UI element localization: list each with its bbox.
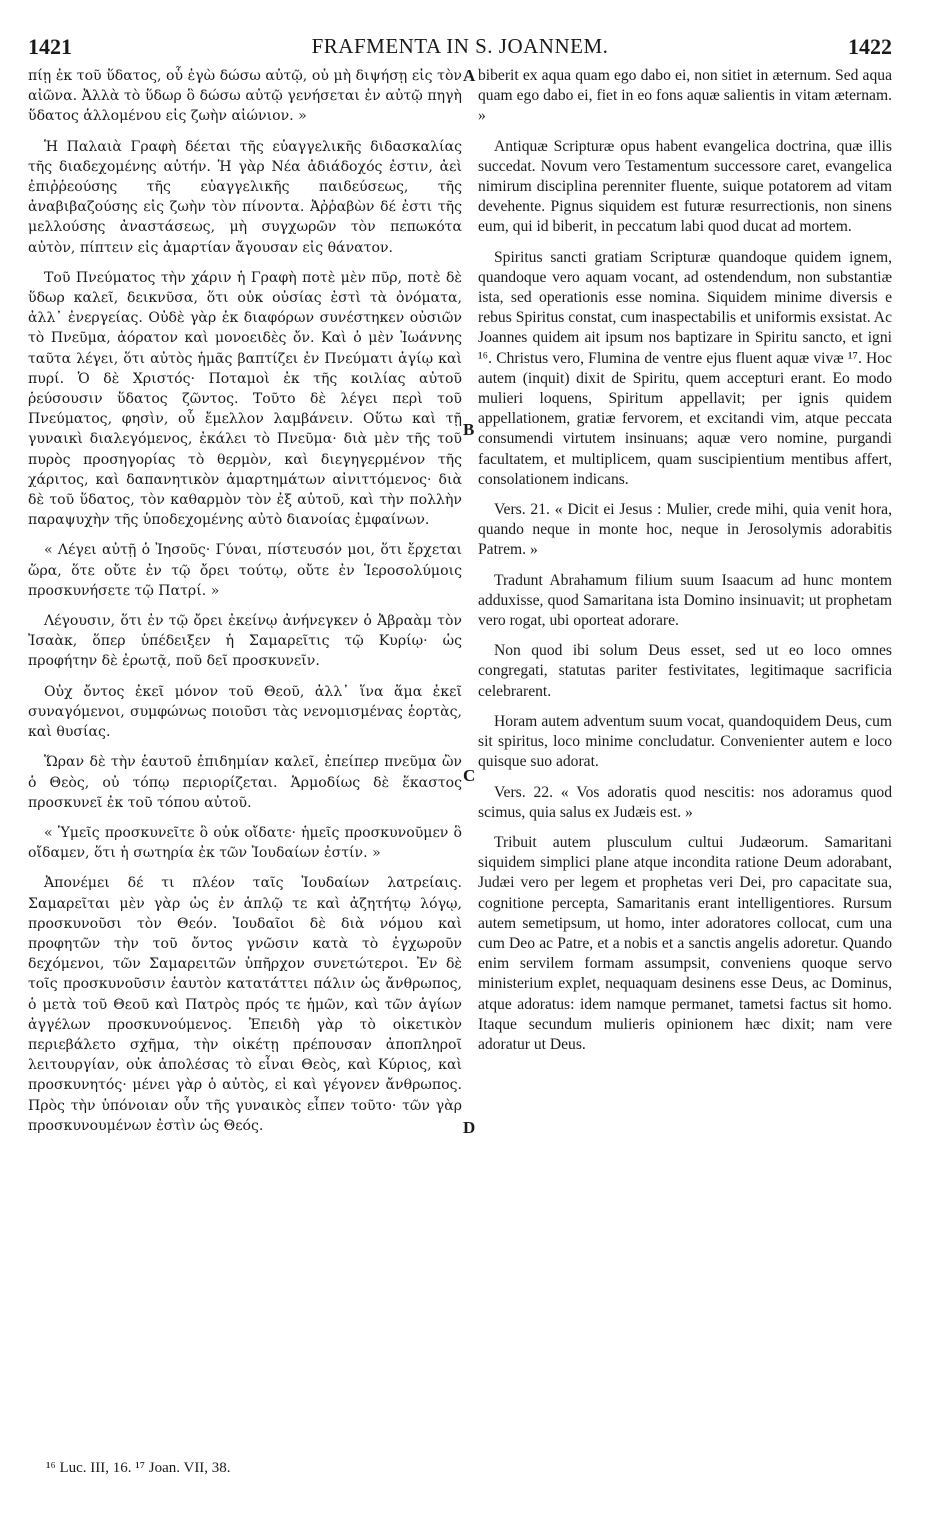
greek-paragraph: Οὐχ ὄντος ἐκεῖ μόνον τοῦ Θεοῦ, ἀλλ᾿ ἵνα ἅμα ἐκεῖ συναγόμενοι, συμφώνως ποιοῦσι τὰς νενομισμένας ἑορτὰς, καὶ θυσίας. [28, 683, 462, 741]
greek-paragraph: Ἡ Παλαιὰ Γραφὴ δέεται τῆς εὐαγγελικῆς διδασκαλίας τῆς διαδεχομένης αὐτήν. Ἡ γὰρ Νέα ἀδιάδοχός ἐστιν, ἀεὶ ἐπιῤῥεούσης τῆς εὐαγγελικῆς παιδεύσεως, τῆς ἀναβιβαζούσης εἰς ζωὴν τὸν πίνοντα. Ἀῤῥαβὼν δέ ἐστι τῆς μελλούσης ἀναστάσεως, μὴ συγχωρῶν τὸν πεπωκότα αὐτὸν, πίπτειν εἰς ἁμαρτίαν ἄγουσαν εἰς θάνατον. [28, 138, 462, 256]
footnote: ¹⁶ Luc. III, 16. ¹⁷ Joan. VII, 38. [46, 1460, 231, 1476]
margin-marker-a: A [463, 66, 476, 85]
greek-paragraph: Ὥραν δὲ τὴν ἑαυτοῦ ἐπιδημίαν καλεῖ, ἐπείπερ πνεῦμα ὢν ὁ Θεὸς, οὐ τόπῳ περιορίζεται. Ἁρμοδίως δὲ ἕκαστος προσκυνεῖ ἐκ τοῦ τόπου αὐτοῦ. [28, 754, 462, 811]
page-header [28, 34, 892, 64]
latin-paragraph: Spiritus sancti gratiam Scripturæ quandoque quidem ignem, quandoque vero aquam vocant, ad ostendendum, non substantiæ ista, sed operationis esse nomina. Siquidem minime diversis e rebus Spiritus constat, cum inaspectabilis et uniformis exsistat. Ac Joannes quidem ait ipsum nos baptizare in Spiritu sancto, et igni ¹⁶. Christus vero, Flumina de ventre ejus fluent aquæ vivæ ¹⁷. Hoc autem (inquit) dixit de Spiritu, quem accepturi erant. Eo modo mulieri loquens, Spiritum appellavit; per ignis quidem appellationem, gratiæ fervorem, et excitandi vim, atque peccata consumendi virtutem insinuans; aquæ vero nomine, purgandi facultatem, et multiplicem, quam suscipientium mentibus affert, consolationem indicans. [478, 248, 892, 488]
margin-marker-d: D [463, 1118, 476, 1137]
greek-paragraph: Λέγουσιν, ὅτι ἐν τῷ ὄρει ἐκείνῳ ἀνήνεγκεν ὁ Ἀβραὰμ τὸν Ἰσαὰκ, ὅπερ ὑπέδειξεν ἡ Σαμαρεῖτις τῷ Κυρίῳ· ὡς προφήτην δὲ ἐρωτᾷ, ποῦ δεῖ προσκυνεῖν. [28, 613, 462, 670]
page-number-right: 1422 [848, 34, 892, 59]
running-title: FRAFMENTA IN S. JOANNEM. [311, 34, 609, 58]
latin-paragraph: Vers. 21. « Dicit ei Jesus : Mulier, crede mihi, quia venit hora, quando neque in monte hoc, neque in Jerosolymis adorabitis Patrem. » [478, 501, 892, 559]
greek-paragraph: « Ὑμεῖς προσκυνεῖτε ὃ οὐκ οἴδατε· ἡμεῖς προσκυνοῦμεν ὃ οἴδαμεν, ὅτι ἡ σωτηρία ἐκ τῶν Ἰουδαίων ἐστίν. » [28, 824, 462, 862]
greek-paragraph: Τοῦ Πνεύματος τὴν χάριν ἡ Γραφὴ ποτὲ μὲν πῦρ, ποτὲ δὲ ὕδωρ καλεῖ, δεικνῦσα, ὅτι οὐκ οὐσίας ἐστὶ τὰ ὀνόματα, ἀλλ᾿ ἐνεργείας. Οὐδὲ γὰρ ἐκ διαφόρων συνέστηκεν οὐσιῶν τὸ Πνεῦμα, ἀόρατον καὶ μονοειδὲς ὄν. Καὶ ὁ μὲν Ἰωάννης ταῦτα λέγει, ὅτι αὐτὸς ἡμᾶς βαπτίζει ἐν Πνεύματι ἁγίῳ καὶ πυρί. Ὁ δὲ Χριστός· Ποταμοὶ ἐκ τῆς κοιλίας αὐτοῦ ῥεύσουσιν ὕδατος ζῶντος. Τοῦτο δὲ λέγει περὶ τοῦ Πνεύματος, φησὶν, οὗ ἔμελλον λαμβάνειν. Οὕτω καὶ τῇ γυναικὶ διαλεγόμενος, ἐκάλει τὸ Πνεῦμα· διὰ μὲν τῆς τοῦ πυρὸς προσηγορίας τὸ θερμὸν, καὶ διεγηγερμένον τῆς χάριτος, καὶ δαπανητικὸν ἁμαρτημάτων αἰνιττόμενος· διὰ δὲ τοῦ ὕδατος, τὸν καθαρμὸν τὸν ἐξ αὐτοῦ, καὶ τὴν πολλὴν παραψυχὴν τῆς ὑποδεχομένης αὐτὸ διανοίας ἐμφαίνων. [28, 269, 462, 529]
greek-paragraph: « Λέγει αὐτῇ ὁ Ἰησοῦς· Γύναι, πίστευσόν μοι, ὅτι ἔρχεται ὥρα, ὅτε οὔτε ἐν τῷ ὄρει τούτῳ, οὔτε ἐν Ἱεροσολύμοις προσκυνήσετε τῷ Πατρί. » [28, 542, 462, 599]
latin-paragraph: biberit ex aqua quam ego dabo ei, non sitiet in æternum. Sed aqua quam ego dabo ei, fiet in eo fons aquæ salientis in vitam æternam. » [478, 67, 892, 125]
greek-paragraph: πίῃ ἐκ τοῦ ὕδατος, οὗ ἐγὼ δώσω αὐτῷ, οὐ μὴ διψήσῃ εἰς τὸν αἰῶνα. Ἀλλὰ τὸ ὕδωρ ὃ δώσω αὐτῷ γενήσεται ἐν αὐτῷ πηγὴ ὕδατος ἁλλομένου εἰς ζωὴν αἰώνιον. » [28, 68, 462, 125]
greek-paragraph: Ἀπονέμει δέ τι πλέον ταῖς Ἰουδαίων λατρείαις. Σαμαρεῖται μὲν γὰρ ὡς ἐν ἁπλῷ τε καὶ ἀζητήτῳ λόγῳ, προσκυνοῦσι τὸν Θεόν. Ἰουδαῖοι δὲ διὰ νόμου καὶ προφητῶν τὴν τοῦ ὄντος γνῶσιν κατὰ τὸ ἐγχωροῦν δεχόμενοι, τῶν Σαμαρειτῶν ὑπῆρχον συνετώτεροι. Ἐν δὲ τοῖς προσκυνοῦσιν ἑαυτὸν κατατάττει πάλιν ὡς ἄνθρωπος, ὁ μετὰ τοῦ Θεοῦ καὶ Πατρὸς πρός τε ἡμῶν, καὶ τῶν ἁγίων ἀγγέλων προσκυνούμενος. Ἐπειδὴ γὰρ τὸ οἰκετικὸν περιεβάλετο σχῆμα, τὴν οἰκέτῃ πρέπουσαν ἀποπληροῖ λειτουργίαν, οὐκ ἀπολέσας τὸ εἶναι Θεὸς, καὶ Κύριος, καὶ προσκυνητός· μένει γὰρ ὁ αὐτὸς, εἰ καὶ γέγονεν ἄνθρωπος. Πρὸς τὴν ὑπόνοιαν οὖν τῆς γυναικὸς εἶπεν τοῦτο· τῶν γὰρ προσκυνουμένων ἐστὶν ὡς Θεός. [28, 875, 462, 1134]
greek-column [28, 66, 462, 1146]
margin-marker-c: C [463, 766, 476, 785]
latin-column [478, 66, 892, 1065]
latin-paragraph: Horam autem adventum suum vocat, quandoquidem Deus, cum sit spiritus, loco minime concludatur. Convenienter autem e loco quisque suo adorat. [478, 712, 892, 771]
latin-paragraph: Vers. 22. « Vos adoratis quod nescitis: nos adoramus quod scimus, quia salus ex Judæis est. » [478, 783, 892, 821]
page-number-left: 1421 [28, 34, 72, 59]
latin-paragraph: Non quod ibi solum Deus esset, sed ut eo loco omnes congregati, statutas pariter festivitates, legitimaque sacrificia celebrarent. [478, 642, 892, 700]
latin-paragraph: Tradunt Abrahamum filium suum Isaacum ad hunc montem adduxisse, quod Samaritana ista Domino insinuavit; ut prophetam vero rogat, ubi oporteat adorare. [478, 571, 892, 630]
latin-paragraph: Antiquæ Scripturæ opus habent evangelica doctrina, quæ illis succedat. Novum vero Testamentum successore caret, evangelica nimirum disciplina perenniter fluente, suique potatorem ad vitam devehente. Pignus siquidem est futuræ resurrectionis, non sinens eum, qui id biberit, in peccatum labi quod ducat ad mortem. [478, 137, 892, 236]
latin-paragraph: Tribuit autem plusculum cultui Judæorum. Samaritani siquidem simplici plane atque incondita ratione Deum adorabant, Judæi vero per legem et prophetas veri Dei, pro capacitate sua, cognitione percepta, Samaritanis erant intelligentiores. Rursum autem semetipsum, ut homo, inter adoratores collocat, cum una cum Deo ac Patre, et a nobis et a sanctis angelis adoretur. Quando enim servilem formam assumpsit, conveniens quoque servo ministerium explet, nequaquam desinens esse Deus, ac Dominus, atque adoratus: idem namque permanet, tametsi factus sit homo. Itaque secundum mulieris opinionem hæc dixit; nam vere adoratur ut Deus. [478, 833, 892, 1053]
margin-marker-b: B [463, 420, 475, 439]
